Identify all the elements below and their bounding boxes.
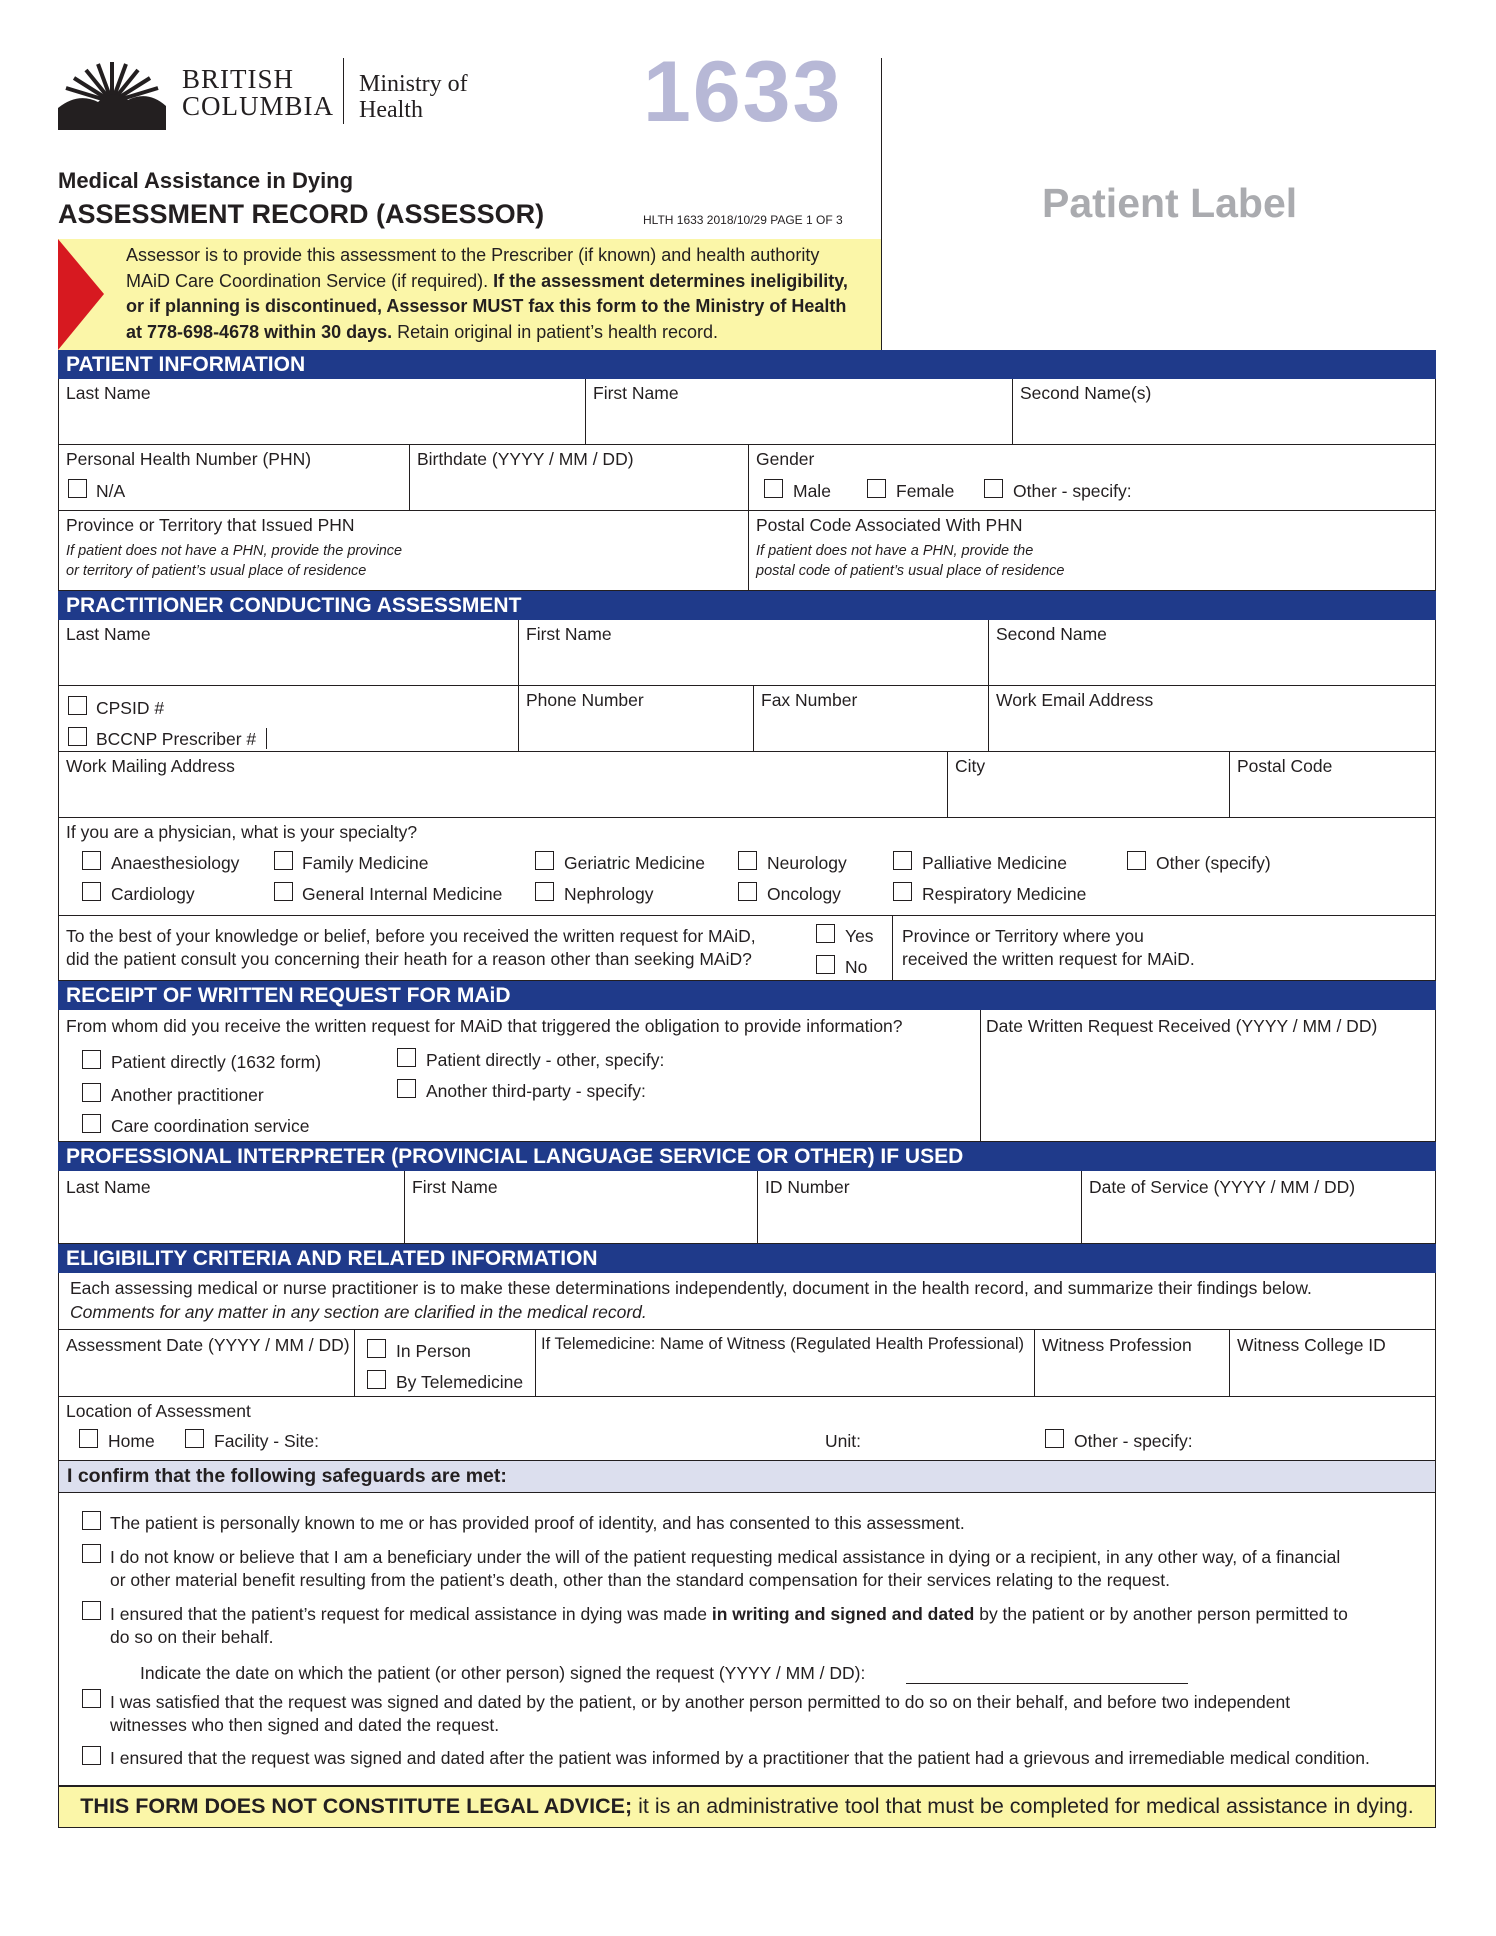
request-province-question-2: received the written request for MAiD. <box>902 949 1195 969</box>
mailing-label: Work Mailing Address <box>66 756 235 776</box>
email-label: Work Email Address <box>996 690 1154 710</box>
patient-info-header: PATIENT INFORMATION <box>58 350 1436 379</box>
consult-yes-label: Yes <box>845 926 874 946</box>
postal-phn-label: Postal Code Associated With PHN <box>756 515 1023 535</box>
safeguard-2-text-2: or other material benefit resulting from the patient’s death, other than the standard compensation for their services relating to the request. <box>110 1570 1170 1590</box>
location-home-label: Home <box>108 1431 155 1451</box>
interpreter-id-label: ID Number <box>765 1177 850 1197</box>
gender-other-label: Other - specify: <box>1013 481 1132 501</box>
specialty-internal-medicine-label: General Internal Medicine <box>302 884 503 904</box>
gender-male-checkbox[interactable] <box>764 479 783 498</box>
safeguard-3-text-end: by the patient or by another person permitted to <box>974 1604 1348 1624</box>
receipt-question: From whom did you receive the written request for MAiD that triggered the obligation to provide information? <box>66 1016 903 1036</box>
witness-profession-label: Witness Profession <box>1042 1335 1192 1355</box>
specialty-family-medicine-checkbox[interactable] <box>274 851 293 870</box>
bc-logo <box>58 58 166 130</box>
province-note-2: or territory of patient’s usual place of residence <box>66 563 367 579</box>
safeguard-4-checkbox[interactable] <box>82 1689 101 1708</box>
safeguard-3-text-bold: in writing and signed and dated <box>711 1604 975 1624</box>
patient-second-names-label: Second Name(s) <box>1020 383 1152 403</box>
in-person-label: In Person <box>396 1341 471 1361</box>
practitioner-second-name-label: Second Name <box>996 624 1107 644</box>
bc-wordmark <box>182 66 334 120</box>
safeguard-3-text-2: do so on their behalf. <box>110 1627 274 1647</box>
specialty-neurology-checkbox[interactable] <box>738 851 757 870</box>
safeguards-title: I confirm that the following safeguards are met: <box>67 1465 507 1487</box>
eligibility-header: ELIGIBILITY CRITERIA AND RELATED INFORMATION <box>58 1244 1436 1273</box>
receipt-third-party-label: Another third-party - specify: <box>426 1081 646 1101</box>
specialty-nephrology-checkbox[interactable] <box>535 882 554 901</box>
consult-no-checkbox[interactable] <box>816 955 835 974</box>
notice-arrow <box>58 239 104 350</box>
consult-yes-checkbox[interactable] <box>816 924 835 943</box>
specialty-geriatric-checkbox[interactable] <box>535 851 554 870</box>
notice-line2-bold: If the assessment determines ineligibility, <box>493 270 848 291</box>
bc-wordmark-top: BRITISH <box>182 64 295 94</box>
location-facility-label: Facility - Site: <box>214 1431 320 1451</box>
postal-note-2: postal code of patient’s usual place of residence <box>756 563 1065 579</box>
specialty-neurology-label: Neurology <box>767 853 847 873</box>
patient-last-name-label: Last Name <box>66 383 151 403</box>
interpreter-header: PROFESSIONAL INTERPRETER (PROVINCIAL LANGUAGE SERVICE OR OTHER) IF USED <box>58 1142 1436 1171</box>
location-other-checkbox[interactable] <box>1045 1429 1064 1448</box>
form-number: 1633 <box>643 44 843 140</box>
practitioner-postal-label: Postal Code <box>1237 756 1333 776</box>
form-code: HLTH 1633 2018/10/29 PAGE 1 OF 3 <box>643 213 843 227</box>
safeguard-1-text: The patient is personally known to me or has provided proof of identity, and has consented to this assessment. <box>110 1513 965 1533</box>
specialty-respiratory-checkbox[interactable] <box>893 882 912 901</box>
patient-first-name-label: First Name <box>593 383 679 403</box>
receipt-patient-other-label: Patient directly - other, specify: <box>426 1050 665 1070</box>
safeguard-5-text: I ensured that the request was signed and dated after the patient was informed by a practitioner that the patient had a grievous and irremediable medical condition. <box>110 1748 1370 1768</box>
gender-female-label: Female <box>896 481 955 501</box>
receipt-care-coordination-checkbox[interactable] <box>82 1114 101 1133</box>
receipt-another-practitioner-checkbox[interactable] <box>82 1083 101 1102</box>
form-title: ASSESSMENT RECORD (ASSESSOR) <box>58 199 545 229</box>
receipt-third-party-checkbox[interactable] <box>397 1079 416 1098</box>
specialty-anaesthesiology-label: Anaesthesiology <box>111 853 240 873</box>
notice-box <box>58 239 881 350</box>
safeguard-2-text-1: I do not know or believe that I am a beneficiary under the will of the patient requesting medical assistance in dying or a recipient, in any other way, of a financial <box>110 1547 1341 1567</box>
signed-date-instruction: Indicate the date on which the patient (or other person) signed the request (YYYY / MM / DD): <box>140 1663 866 1683</box>
birthdate-label: Birthdate (YYYY / MM / DD) <box>417 449 634 469</box>
legal-footer <box>58 1786 1436 1828</box>
safeguard-4-text-1: I was satisfied that the request was signed and dated by the patient, or by another person permitted to do so on their behalf, and before two independent <box>110 1692 1291 1712</box>
fax-label: Fax Number <box>761 690 858 710</box>
signed-date-line[interactable] <box>906 1683 1188 1684</box>
city-label: City <box>955 756 986 776</box>
cpsid-label: CPSID # <box>96 698 165 718</box>
receipt-patient-other-checkbox[interactable] <box>397 1048 416 1067</box>
safeguard-1-checkbox[interactable] <box>82 1511 101 1530</box>
phone-label: Phone Number <box>526 690 644 710</box>
ministry-name-bottom: Health <box>359 97 423 123</box>
location-facility-checkbox[interactable] <box>185 1429 204 1448</box>
receipt-care-coordination-label: Care coordination service <box>111 1116 310 1136</box>
witness-name-label: If Telemedicine: Name of Witness (Regulated Health Professional) <box>541 1335 1025 1353</box>
bc-wordmark-bottom: COLUMBIA <box>182 91 335 121</box>
notice-line2: MAiD Care Coordination Service (if required). <box>126 270 494 291</box>
phn-label: Personal Health Number (PHN) <box>66 449 312 469</box>
safeguards-header <box>58 1461 1436 1493</box>
phn-na-label: N/A <box>96 481 126 501</box>
in-person-checkbox[interactable] <box>367 1339 386 1358</box>
safeguard-2-checkbox[interactable] <box>82 1544 101 1563</box>
location-unit-label: Unit: <box>825 1431 861 1451</box>
specialty-respiratory-label: Respiratory Medicine <box>922 884 1087 904</box>
receipt-another-practitioner-label: Another practitioner <box>111 1085 264 1105</box>
specialty-family-medicine-label: Family Medicine <box>302 853 429 873</box>
cpsid-checkbox[interactable] <box>68 696 87 715</box>
assessment-date-label: Assessment Date (YYYY / MM / DD) <box>66 1335 350 1355</box>
specialty-oncology-label: Oncology <box>767 884 841 904</box>
consult-question-2: did the patient consult you concerning their heath for a reason other than seeking MAiD? <box>66 949 752 969</box>
specialty-oncology-checkbox[interactable] <box>738 882 757 901</box>
safeguard-5-checkbox[interactable] <box>82 1746 101 1765</box>
specialty-question: If you are a physician, what is your specialty? <box>66 822 418 842</box>
gender-male-label: Male <box>793 481 831 501</box>
location-other-label: Other - specify: <box>1074 1431 1193 1451</box>
receipt-header: RECEIPT OF WRITTEN REQUEST FOR MAiD <box>58 981 1436 1010</box>
practitioner-last-name-label: Last Name <box>66 624 151 644</box>
specialty-palliative-label: Palliative Medicine <box>922 853 1067 873</box>
safeguard-3-checkbox[interactable] <box>82 1601 101 1620</box>
interpreter-last-name-label: Last Name <box>66 1177 151 1197</box>
interpreter-date-label: Date of Service (YYYY / MM / DD) <box>1089 1177 1356 1197</box>
specialty-nephrology-label: Nephrology <box>564 884 654 904</box>
postal-note-1: If patient does not have a PHN, provide the <box>756 543 1034 559</box>
notice-line1: Assessor is to provide this assessment to the Prescriber (if known) and health authority <box>126 245 820 265</box>
ministry-name-top: Ministry of <box>359 71 468 97</box>
patient-label: Patient Label <box>1042 180 1298 226</box>
bccnp-checkbox[interactable] <box>68 727 87 746</box>
location-home-checkbox[interactable] <box>79 1429 98 1448</box>
telemedicine-label: By Telemedicine <box>396 1372 524 1392</box>
eligibility-intro-1: Each assessing medical or nurse practitioner is to make these determinations independently, document in the health record, and summarize their findings below. <box>70 1278 1312 1298</box>
interpreter-first-name-label: First Name <box>412 1177 498 1197</box>
date-received-label: Date Written Request Received (YYYY / MM / DD) <box>986 1016 1378 1036</box>
specialty-cardiology-label: Cardiology <box>111 884 195 904</box>
specialty-anaesthesiology-checkbox[interactable] <box>82 851 101 870</box>
practitioner-header: PRACTITIONER CONDUCTING ASSESSMENT <box>58 591 1436 620</box>
phn-na-checkbox[interactable] <box>68 479 87 498</box>
gender-other-checkbox[interactable] <box>984 479 1003 498</box>
gender-female-checkbox[interactable] <box>867 479 886 498</box>
safeguard-3-text-1: I ensured that the patient’s request for medical assistance in dying was made <box>110 1604 712 1624</box>
telemedicine-checkbox[interactable] <box>367 1370 386 1389</box>
location-label: Location of Assessment <box>66 1401 251 1421</box>
receipt-patient-1632-checkbox[interactable] <box>82 1050 101 1069</box>
notice-line4: Retain original in patient’s health record. <box>392 321 719 342</box>
practitioner-first-name-label: First Name <box>526 624 612 644</box>
bccnp-label: BCCNP Prescriber # <box>96 729 257 749</box>
legal-footer-text: it is an administrative tool that must be completed for medical assistance in dying. <box>632 1794 1414 1818</box>
specialty-other-checkbox[interactable] <box>1127 851 1146 870</box>
form-subtitle: Medical Assistance in Dying <box>58 168 354 193</box>
receipt-patient-1632-label: Patient directly (1632 form) <box>111 1052 322 1072</box>
specialty-cardiology-checkbox[interactable] <box>82 882 101 901</box>
request-province-question-1: Province or Territory where you <box>902 926 1144 946</box>
witness-college-label: Witness College ID <box>1237 1335 1386 1355</box>
specialty-palliative-checkbox[interactable] <box>893 851 912 870</box>
province-label: Province or Territory that Issued PHN <box>66 515 355 535</box>
province-note-1: If patient does not have a PHN, provide the province <box>66 543 403 559</box>
ministry-name <box>359 71 468 123</box>
specialty-other-label: Other (specify) <box>1156 853 1271 873</box>
specialty-internal-medicine-checkbox[interactable] <box>274 882 293 901</box>
consult-no-label: No <box>845 957 868 977</box>
gender-label: Gender <box>756 449 815 469</box>
sun-mountains-icon <box>58 58 166 130</box>
legal-footer-bold: THIS FORM DOES NOT CONSTITUTE LEGAL ADVICE; <box>80 1794 633 1818</box>
notice-line3-bold: or if planning is discontinued, Assessor MUST fax this form to the Ministry of Health <box>126 296 847 316</box>
specialty-geriatric-label: Geriatric Medicine <box>564 853 706 873</box>
eligibility-intro-2: Comments for any matter in any section are clarified in the medical record. <box>70 1302 647 1322</box>
safeguard-4-text-2: witnesses who then signed and dated the request. <box>110 1715 500 1735</box>
consult-question-1: To the best of your knowledge or belief, before you received the written request for MAiD, <box>66 926 756 946</box>
notice-line4-bold: at 778-698-4678 within 30 days. <box>126 321 393 342</box>
